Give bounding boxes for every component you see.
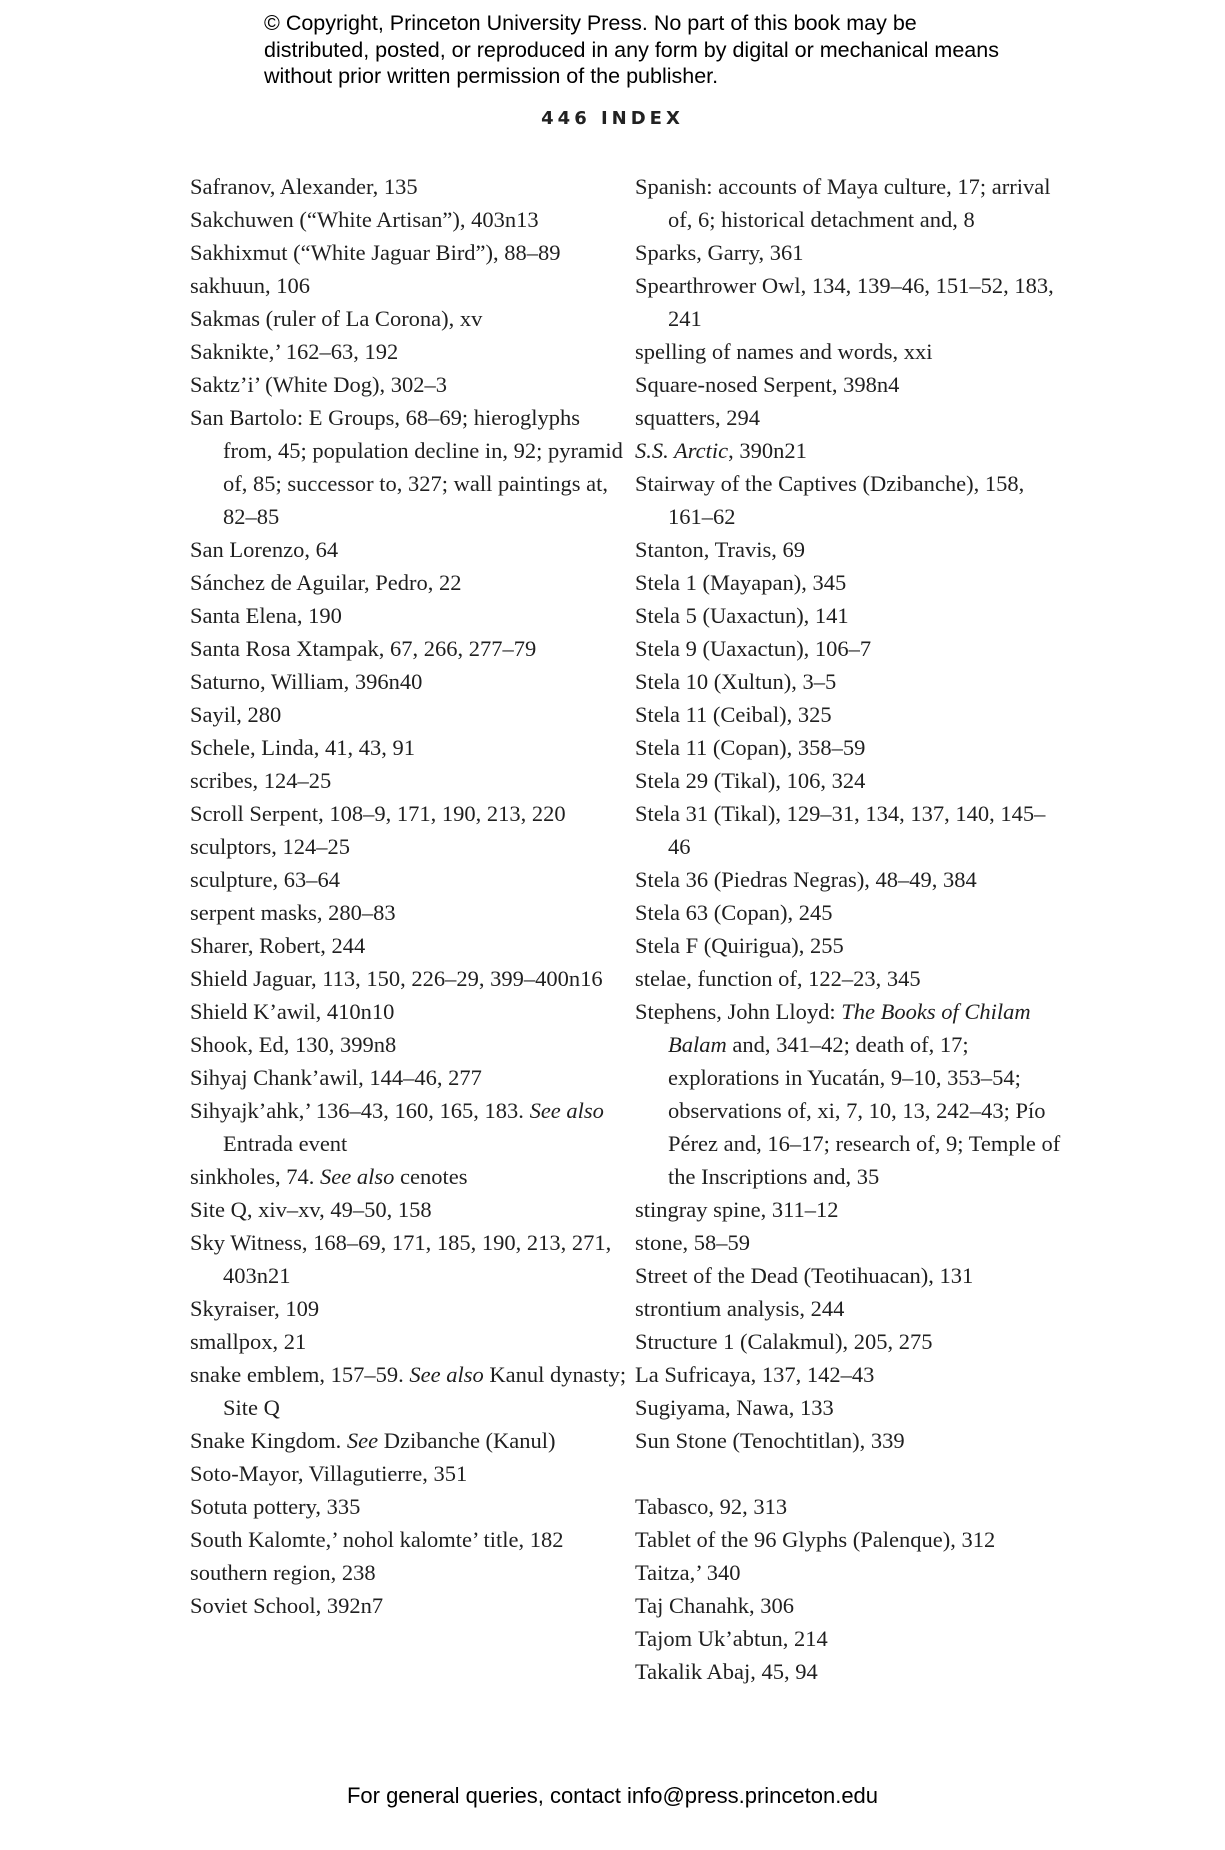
- entry-text: Spearthrower Owl, 134, 139–46, 151–52, 183, 241: [635, 273, 1054, 331]
- index-entry: [635, 1226, 1065, 1259]
- entry-text: Stela 9 (Uaxactun), 106–7: [635, 636, 872, 661]
- entry-text: scribes, 124–25: [190, 768, 332, 793]
- entry-text: and, 341–42; death of, 17; explorations in Yucatán, 9–10, 353–54; observations of, xi, 7, 10, 13, 242–43; Pío Pérez and, 16–17; research of, 9; Temple of the Inscriptions and, 35: [668, 1032, 1061, 1189]
- index-entry: [190, 566, 630, 599]
- index-entry: [635, 698, 1065, 731]
- entry-text: Shook, Ed, 130, 399n8: [190, 1032, 397, 1057]
- index-entry: [635, 467, 1065, 533]
- index-entry: [635, 368, 1065, 401]
- index-entry: [190, 764, 630, 797]
- index-entry: [190, 797, 630, 830]
- index-entry: [190, 1556, 630, 1589]
- index-entry: [635, 1589, 1065, 1622]
- index-entry: [635, 1655, 1065, 1688]
- entry-text: stelae, function of, 122–23, 345: [635, 966, 921, 991]
- entry-text: Saktz’i’ (White Dog), 302–3: [190, 372, 448, 397]
- italic-text: See also: [320, 1164, 395, 1189]
- index-entry: [190, 269, 630, 302]
- entry-text: squatters, 294: [635, 405, 760, 430]
- entry-text: Structure 1 (Calakmul), 205, 275: [635, 1329, 933, 1354]
- entry-text: San Bartolo: E Groups, 68–69; hieroglyphs from, 45; population decline in, 92; pyramid of, 85; successor to, 327; wall paintings at, 82–85: [190, 405, 623, 529]
- italic-text: See: [346, 1428, 379, 1453]
- entry-text: Skyraiser, 109: [190, 1296, 320, 1321]
- index-entry: [190, 830, 630, 863]
- entry-text: South Kalomte,’ nohol kalomte’ title, 182: [190, 1527, 564, 1552]
- letter-group-gap: [635, 1457, 1065, 1490]
- entry-text: Tajom Uk’abtun, 214: [635, 1626, 828, 1651]
- entry-text: Sotuta pottery, 335: [190, 1494, 361, 1519]
- entry-text: Stela 1 (Mayapan), 345: [635, 570, 847, 595]
- entry-text: Saknikte,’ 162–63, 192: [190, 339, 399, 364]
- italic-text: S.S. Arctic: [635, 438, 729, 463]
- index-entry: [190, 203, 630, 236]
- entry-text: Sharer, Robert, 244: [190, 933, 366, 958]
- index-entry: [635, 401, 1065, 434]
- index-entry: [635, 731, 1065, 764]
- entry-text: snake emblem, 157–59.: [190, 1362, 410, 1387]
- footer-contact: For general queries, contact info@press.princeton.edu: [346, 1783, 879, 1808]
- index-entry: [635, 764, 1065, 797]
- index-entry: [190, 1424, 630, 1457]
- index-entry: [635, 863, 1065, 896]
- index-entry: [635, 962, 1065, 995]
- entry-text: Sun Stone (Tenochtitlan), 339: [635, 1428, 905, 1453]
- index-entry: [190, 863, 630, 896]
- index-entry: [635, 1325, 1065, 1358]
- entry-text: Takalik Abaj, 45, 94: [635, 1659, 818, 1684]
- index-entry: [190, 896, 630, 929]
- entry-text: stone, 58–59: [635, 1230, 750, 1255]
- index-entry: [635, 1556, 1065, 1589]
- index-entry: [635, 896, 1065, 929]
- italic-text: The Books of Chilam Balam: [668, 999, 1031, 1057]
- entry-text: Stela F (Quirigua), 255: [635, 933, 844, 958]
- index-entry: [190, 1028, 630, 1061]
- entry-text: Sakhixmut (“White Jaguar Bird”), 88–89: [190, 240, 561, 265]
- entry-text: Site Q, xiv–xv, 49–50, 158: [190, 1197, 432, 1222]
- entry-text: Stela 5 (Uaxactun), 141: [635, 603, 849, 628]
- index-entry: [635, 335, 1065, 368]
- entry-text: Santa Rosa Xtampak, 67, 266, 277–79: [190, 636, 537, 661]
- index-entry: [635, 1193, 1065, 1226]
- italic-text: See also: [529, 1098, 604, 1123]
- index-entry: [635, 1391, 1065, 1424]
- entry-text: Sparks, Garry, 361: [635, 240, 804, 265]
- entry-text: Saturno, William, 396n40: [190, 669, 423, 694]
- index-column-left: [190, 170, 630, 1622]
- index-entry: [635, 1622, 1065, 1655]
- italic-text: See also: [409, 1362, 484, 1387]
- entry-text: Spanish: accounts of Maya culture, 17; arrival of, 6; historical detachment and, 8: [635, 174, 1051, 232]
- index-entry: [635, 797, 1065, 863]
- entry-text: Sayil, 280: [190, 702, 282, 727]
- entry-text: sculpture, 63–64: [190, 867, 340, 892]
- entry-text: strontium analysis, 244: [635, 1296, 845, 1321]
- entry-text: sakhuun, 106: [190, 273, 310, 298]
- entry-text: Stela 36 (Piedras Negras), 48–49, 384: [635, 867, 977, 892]
- entry-text: Taj Chanahk, 306: [635, 1593, 795, 1618]
- index-entry: [190, 599, 630, 632]
- index-entry: [635, 1424, 1065, 1457]
- entry-text: spelling of names and words, xxi: [635, 339, 933, 364]
- entry-text: Stanton, Travis, 69: [635, 537, 806, 562]
- entry-text: Stela 29 (Tikal), 106, 324: [635, 768, 866, 793]
- entry-text: Santa Elena, 190: [190, 603, 342, 628]
- index-entry: [635, 929, 1065, 962]
- index-entry: [635, 1490, 1065, 1523]
- index-entry: [635, 434, 1065, 467]
- entry-text: Stela 63 (Copan), 245: [635, 900, 833, 925]
- entry-text: Stela 31 (Tikal), 129–31, 134, 137, 140, 145–46: [635, 801, 1046, 859]
- index-entry: [190, 1457, 630, 1490]
- index-entry: [635, 1523, 1065, 1556]
- entry-text: Sánchez de Aguilar, Pedro, 22: [190, 570, 462, 595]
- index-entry: [635, 1292, 1065, 1325]
- index-entry: [190, 731, 630, 764]
- entry-text: Stela 11 (Copan), 358–59: [635, 735, 866, 760]
- entry-text: , 390n21: [728, 438, 807, 463]
- index-entry: [190, 995, 630, 1028]
- index-entry: [190, 1061, 630, 1094]
- entry-text: Soto-Mayor, Villagutierre, 351: [190, 1461, 468, 1486]
- index-entry: [190, 1160, 630, 1193]
- index-entry: [635, 269, 1065, 335]
- entry-text: smallpox, 21: [190, 1329, 307, 1354]
- running-head: 446 INDEX: [541, 108, 684, 129]
- entry-text: Sky Witness, 168–69, 171, 185, 190, 213, 271, 403n21: [190, 1230, 612, 1288]
- index-entry: [190, 1523, 630, 1556]
- index-entry: [190, 335, 630, 368]
- entry-text: Scroll Serpent, 108–9, 171, 190, 213, 220: [190, 801, 566, 826]
- index-entry: [635, 995, 1065, 1193]
- index-entry: [190, 368, 630, 401]
- index-entry: [190, 1358, 630, 1424]
- index-entry: [190, 632, 630, 665]
- entry-text: San Lorenzo, 64: [190, 537, 339, 562]
- index-entry: [190, 533, 630, 566]
- entry-text: Safranov, Alexander, 135: [190, 174, 418, 199]
- index-entry: [190, 929, 630, 962]
- entry-text: Sakchuwen (“White Artisan”), 403n13: [190, 207, 539, 232]
- entry-text: Sugiyama, Nawa, 133: [635, 1395, 834, 1420]
- index-entry: [190, 1589, 630, 1622]
- entry-text: cenotes: [394, 1164, 468, 1189]
- entry-text: Dzibanche (Kanul): [378, 1428, 556, 1453]
- index-entry: [190, 170, 630, 203]
- index-entry: [190, 236, 630, 269]
- index-entry: [190, 302, 630, 335]
- entry-text: Stephens, John Lloyd:: [635, 999, 842, 1024]
- index-entry: [635, 665, 1065, 698]
- entry-text: Schele, Linda, 41, 43, 91: [190, 735, 415, 760]
- index-column-right: [635, 170, 1065, 1688]
- entry-text: Snake Kingdom.: [190, 1428, 347, 1453]
- index-entry: [190, 401, 630, 533]
- entry-text: stingray spine, 311–12: [635, 1197, 839, 1222]
- index-entry: [635, 632, 1065, 665]
- entry-text: Sihyajk’ahk,’ 136–43, 160, 165, 183.: [190, 1098, 530, 1123]
- index-entry: [190, 962, 630, 995]
- index-entry: [635, 1358, 1065, 1391]
- entry-text: Stela 11 (Ceibal), 325: [635, 702, 832, 727]
- index-entry: [190, 1490, 630, 1523]
- entry-text: Shield K’awil, 410n10: [190, 999, 395, 1024]
- entry-text: Kanul dynasty; Site Q: [223, 1362, 627, 1420]
- index-entry: [190, 665, 630, 698]
- entry-text: Stela 10 (Xultun), 3–5: [635, 669, 837, 694]
- entry-text: sinkholes, 74.: [190, 1164, 321, 1189]
- index-entry: [190, 1325, 630, 1358]
- entry-text: Square-nosed Serpent, 398n4: [635, 372, 900, 397]
- index-entry: [190, 1193, 630, 1226]
- entry-text: Sakmas (ruler of La Corona), xv: [190, 306, 483, 331]
- index-entry: [190, 1094, 630, 1160]
- entry-text: Street of the Dead (Teotihuacan), 131: [635, 1263, 974, 1288]
- entry-text: Stairway of the Captives (Dzibanche), 158, 161–62: [635, 471, 1025, 529]
- entry-text: Taitza,’ 340: [635, 1560, 741, 1585]
- entry-text: Entrada event: [223, 1131, 348, 1156]
- entry-text: serpent masks, 280–83: [190, 900, 396, 925]
- index-entry: [190, 1226, 630, 1292]
- entry-text: southern region, 238: [190, 1560, 376, 1585]
- entry-text: Tablet of the 96 Glyphs (Palenque), 312: [635, 1527, 996, 1552]
- entry-text: Shield Jaguar, 113, 150, 226–29, 399–400n16: [190, 966, 603, 991]
- entry-text: Tabasco, 92, 313: [635, 1494, 788, 1519]
- index-entry: [635, 599, 1065, 632]
- index-entry: [635, 566, 1065, 599]
- entry-text: sculptors, 124–25: [190, 834, 350, 859]
- index-entry: [635, 170, 1065, 236]
- index-entry: [190, 1292, 630, 1325]
- index-entry: [635, 1259, 1065, 1292]
- entry-text: Sihyaj Chank’awil, 144–46, 277: [190, 1065, 482, 1090]
- entry-text: La Sufricaya, 137, 142–43: [635, 1362, 875, 1387]
- index-entry: [190, 698, 630, 731]
- copyright-notice: © Copyright, Princeton University Press. No part of this book may be distributed, posted, or reproduced in any form by digital or mechanical means without prior written permission of the publisher.: [264, 11, 999, 88]
- index-entry: [635, 533, 1065, 566]
- index-entry: [635, 236, 1065, 269]
- entry-text: Soviet School, 392n7: [190, 1593, 384, 1618]
